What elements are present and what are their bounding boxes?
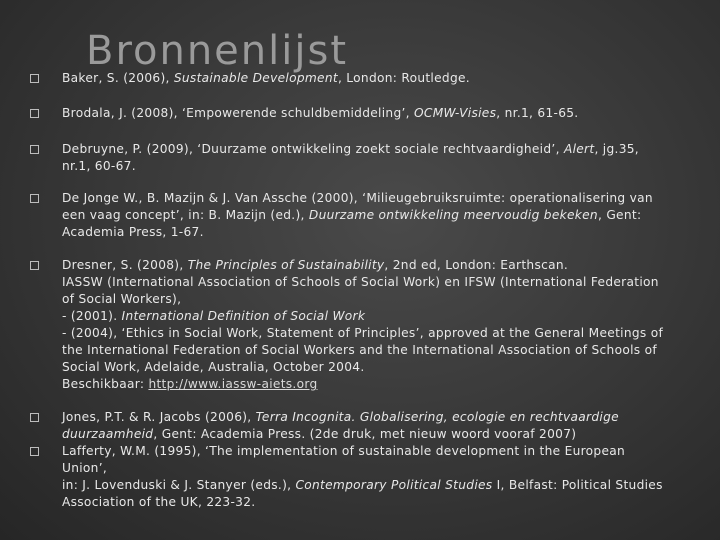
ref-text: , London: Routledge. xyxy=(337,71,470,85)
reference-line: Social Work, Adelaide, Australia, October 2004. xyxy=(62,360,365,374)
reference-line xyxy=(62,257,708,274)
reference-item xyxy=(62,141,708,175)
ref-text: in: J. Lovenduski & J. Stanyer (eds.), xyxy=(62,478,296,492)
ref-text: , Gent: Academia Press. (2de druk, met nieuw woord vooraf 2007) xyxy=(153,427,577,441)
reference-item xyxy=(62,70,708,87)
reference-line: IASSW (International Association of Schools of Social Work) en IFSW (International Federation xyxy=(62,275,659,289)
ref-text: , nr.1, 61-65. xyxy=(496,106,579,120)
ref-title: duurzaamheid xyxy=(62,427,154,441)
reference-line: - (2004), ‘Ethics in Social Work, Statement of Principles’, approved at the General Meetings of xyxy=(62,326,664,340)
bullet-icon xyxy=(30,145,39,154)
reference-line xyxy=(62,376,708,393)
reference-line: De Jonge W., B. Mazijn & J. Van Assche (2000), ‘Milieugebruiksruimte: operationalisering van xyxy=(62,191,653,205)
ref-title: Contemporary Political Studies xyxy=(295,478,493,492)
ref-text: Brodala, J. (2008), ‘Empowerende schuldbemiddeling’, xyxy=(62,106,415,120)
ref-text: Dresner, S. (2008), xyxy=(62,258,188,272)
ref-title: Terra Incognita. Globalisering, ecologie en rechtvaardige xyxy=(255,410,619,424)
reference-line: Union’, xyxy=(62,461,108,475)
reference-item xyxy=(62,257,708,393)
ref-text: , 2nd ed, London: Earthscan. xyxy=(384,258,569,272)
ref-text: , Gent: xyxy=(597,208,642,222)
ref-title: Sustainable Development xyxy=(173,71,338,85)
reference-line: of Social Workers), xyxy=(62,292,182,306)
ref-text: een vaag concept’, in: B. Mazijn (ed.), xyxy=(62,208,309,222)
reference-line: Lafferty, W.M. (1995), ‘The implementation of sustainable development in the European xyxy=(62,444,626,458)
ref-text: I, Belfast: Political Studies xyxy=(492,478,663,492)
ref-title: International Definition of Social Work xyxy=(121,309,366,323)
reference-line xyxy=(62,409,708,426)
reference-item xyxy=(62,190,708,241)
ref-text: Debruyne, P. (2009), ‘Duurzame ontwikkeling zoekt sociale rechtvaardigheid’, xyxy=(62,142,564,156)
reference-line xyxy=(62,105,708,122)
reference-line: the International Federation of Social Workers and the International Association of Schools of xyxy=(62,343,657,357)
ref-text: Jones, P.T. & R. Jacobs (2006), xyxy=(62,410,256,424)
page-title: Bronnenlijst xyxy=(86,28,349,74)
bullet-icon xyxy=(30,74,39,83)
bullet-icon xyxy=(30,109,39,118)
ref-title: Alert xyxy=(563,142,595,156)
reference-line xyxy=(62,70,708,87)
website-link[interactable]: http://www.iassw-aiets.org xyxy=(148,377,318,391)
bullet-icon xyxy=(30,261,39,270)
bullet-icon xyxy=(30,194,39,203)
reference-item xyxy=(62,409,708,443)
reference-line xyxy=(62,207,708,224)
ref-text: - (2001). xyxy=(62,309,122,323)
reference-line xyxy=(62,141,708,158)
ref-title: The Principles of Sustainability xyxy=(187,258,385,272)
reference-item xyxy=(62,443,708,511)
reference-item xyxy=(62,105,708,122)
reference-line: nr.1, 60-67. xyxy=(62,159,136,173)
reference-line: Academia Press, 1-67. xyxy=(62,225,204,239)
reference-line xyxy=(62,308,708,325)
reference-line xyxy=(62,426,708,443)
ref-text: Beschikbaar: xyxy=(62,377,149,391)
ref-text: , jg.35, xyxy=(594,142,639,156)
bullet-icon xyxy=(30,413,39,422)
reference-line: Association of the UK, 223-32. xyxy=(62,495,256,509)
ref-title: Duurzame ontwikkeling meervoudig bekeken xyxy=(308,208,598,222)
ref-title: OCMW-Visies xyxy=(414,106,497,120)
reference-line xyxy=(62,477,708,494)
ref-text: Baker, S. (2006), xyxy=(62,71,174,85)
bullet-icon xyxy=(30,447,39,456)
